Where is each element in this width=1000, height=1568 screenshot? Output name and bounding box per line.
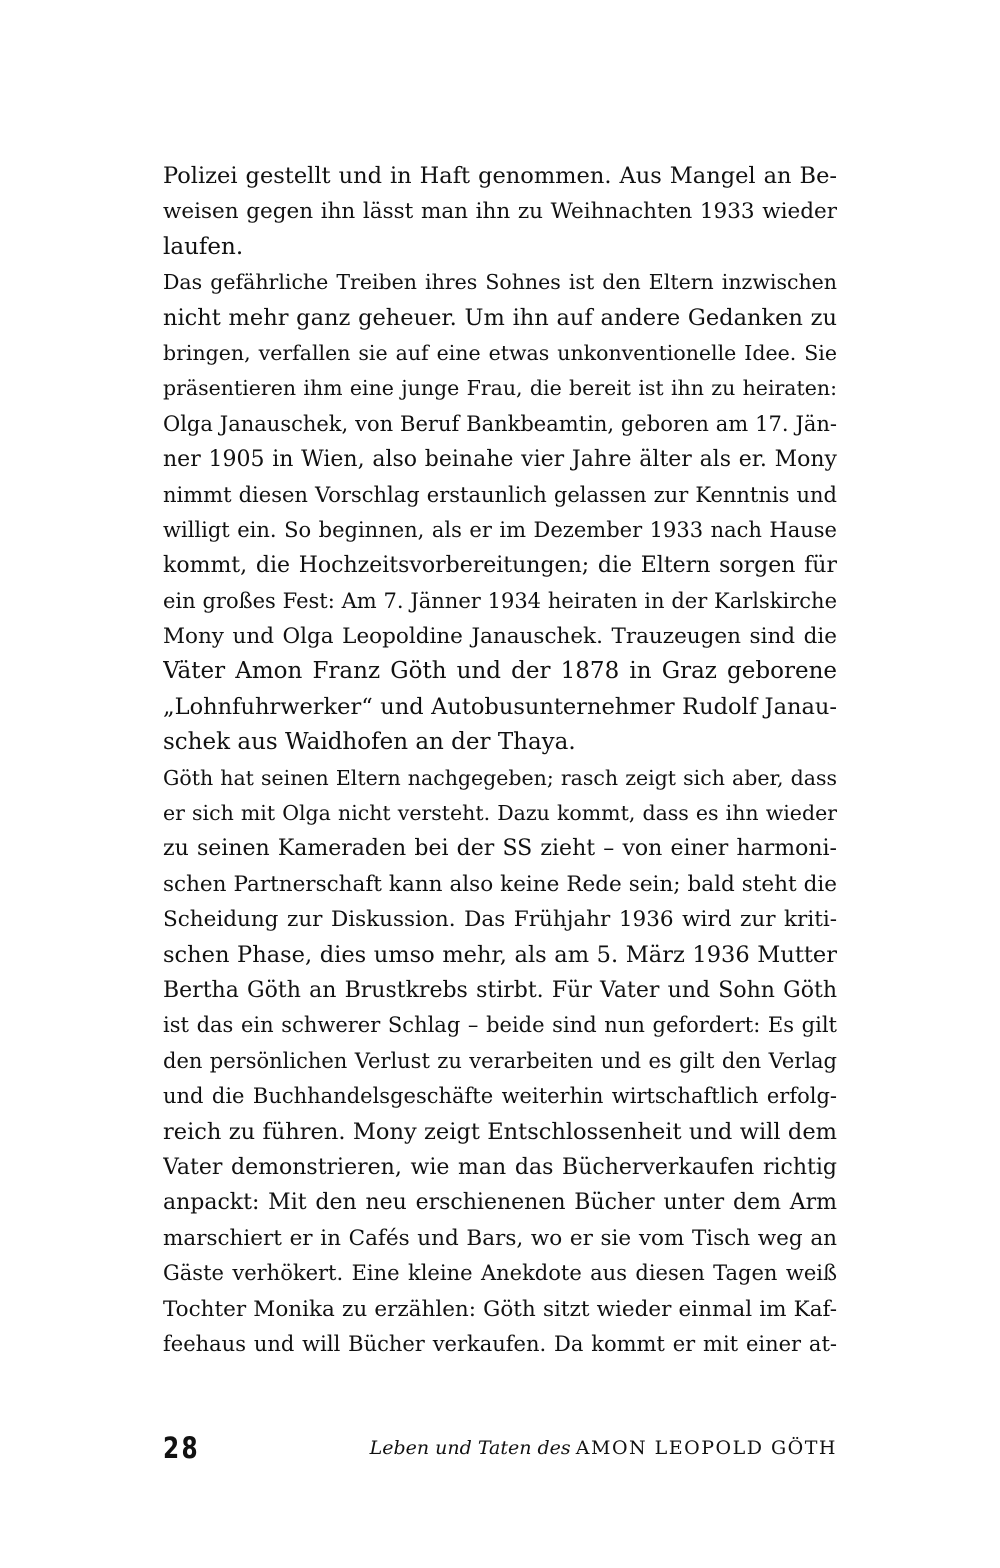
text-line: Väter Amon Franz Göth und der 1878 in Graz geborene [163,658,837,685]
page-number: 28 [163,1431,201,1465]
text-line: Scheidung zur Diskussion. Das Frühjahr 1936 wird zur kriti- [163,907,837,933]
text-line: Das gefährliche Treiben ihres Sohnes ist den Eltern inzwischen [163,270,837,295]
text-line: „Lohnfuhrwerker“ und Autobusunternehmer Rudolf Janau- [163,693,837,720]
text-line: weisen gegen ihn lässt man ihn zu Weihnachten 1933 wieder [163,199,837,225]
text-line: Polizei gestellt und in Haft genommen. Aus Mangel an Be- [163,163,837,189]
text-line: nicht mehr ganz geheuer. Um ihn auf andere Gedanken zu [163,304,837,331]
text-line: Mony und Olga Leopoldine Janauschek. Trauzeugen sind die [163,624,837,650]
text-line: zu seinen Kameraden bei der SS zieht – von einer harmoni- [163,836,837,862]
text-line: schen Partnerschaft kann also keine Rede sein; bald steht die [163,871,837,897]
text-line: ner 1905 in Wien, also beinahe vier Jahre älter als er. Mony [163,447,837,473]
text-line: schen Phase, dies umso mehr, als am 5. März 1936 Mutter [163,941,837,968]
text-line: feehaus und will Bücher verkaufen. Da kommt er mit einer at- [163,1331,837,1356]
text-line: willigt ein. So beginnen, als er im Dezember 1933 nach Hause [163,517,837,542]
running-head-caps: AMON LEOPOLD GÖTH [575,1437,837,1459]
text-line: reich zu führen. Mony zeigt Entschlossenheit und will dem [163,1118,837,1145]
text-line: er sich mit Olga nicht versteht. Dazu kommt, dass es ihn wieder [163,801,837,826]
text-line: Bertha Göth an Brustkrebs stirbt. Für Vater und Sohn Göth [163,977,837,1003]
text-line: präsentieren ihm eine junge Frau, die bereit ist ihn zu heiraten: [163,376,837,401]
text-line: Tochter Monika zu erzählen: Göth sitzt wieder einmal im Kaf- [163,1296,837,1322]
text-line: Olga Janauschek, von Beruf Bankbeamtin, geboren am 17. Jän- [163,411,837,436]
text-line: marschiert er in Cafés und Bars, wo er sie vom Tisch weg an [163,1225,837,1251]
text-line: Göth hat seinen Eltern nachgegeben; rasch zeigt sich aber, dass [163,765,837,790]
text-line: den persönlichen Verlust zu verarbeiten und es gilt den Verlag [163,1048,837,1073]
text-line: Vater demonstrieren, wie man das Bücherverkaufen richtig [163,1154,837,1180]
text-line: laufen. [163,233,244,260]
running-head-italic: Leben und Taten des [369,1437,571,1459]
text-line: nimmt diesen Vorschlag erstaunlich gelassen zur Kenntnis und [163,482,837,507]
page-footer [163,1428,837,1468]
body-text [163,159,837,1362]
text-line: und die Buchhandelsgeschäfte weiterhin wirtschaftlich erfolg- [163,1084,837,1109]
running-head [370,1428,837,1469]
text-line: bringen, verfallen sie auf eine etwas unkonventionelle Idee. Sie [163,340,837,365]
text-line: schek aus Waidhofen an der Thaya. [163,729,576,756]
text-line: Gäste verhökert. Eine kleine Anekdote aus diesen Tagen weiß [163,1261,837,1286]
text-line: ein großes Fest: Am 7. Jänner 1934 heiraten in der Karlskirche [163,588,837,613]
text-line: anpackt: Mit den neu erschienenen Bücher unter dem Arm [163,1190,837,1216]
text-line: kommt, die Hochzeitsvorbereitungen; die Eltern sorgen für [163,553,837,579]
text-line: ist das ein schwerer Schlag – beide sind nun gefordert: Es gilt [163,1013,837,1038]
